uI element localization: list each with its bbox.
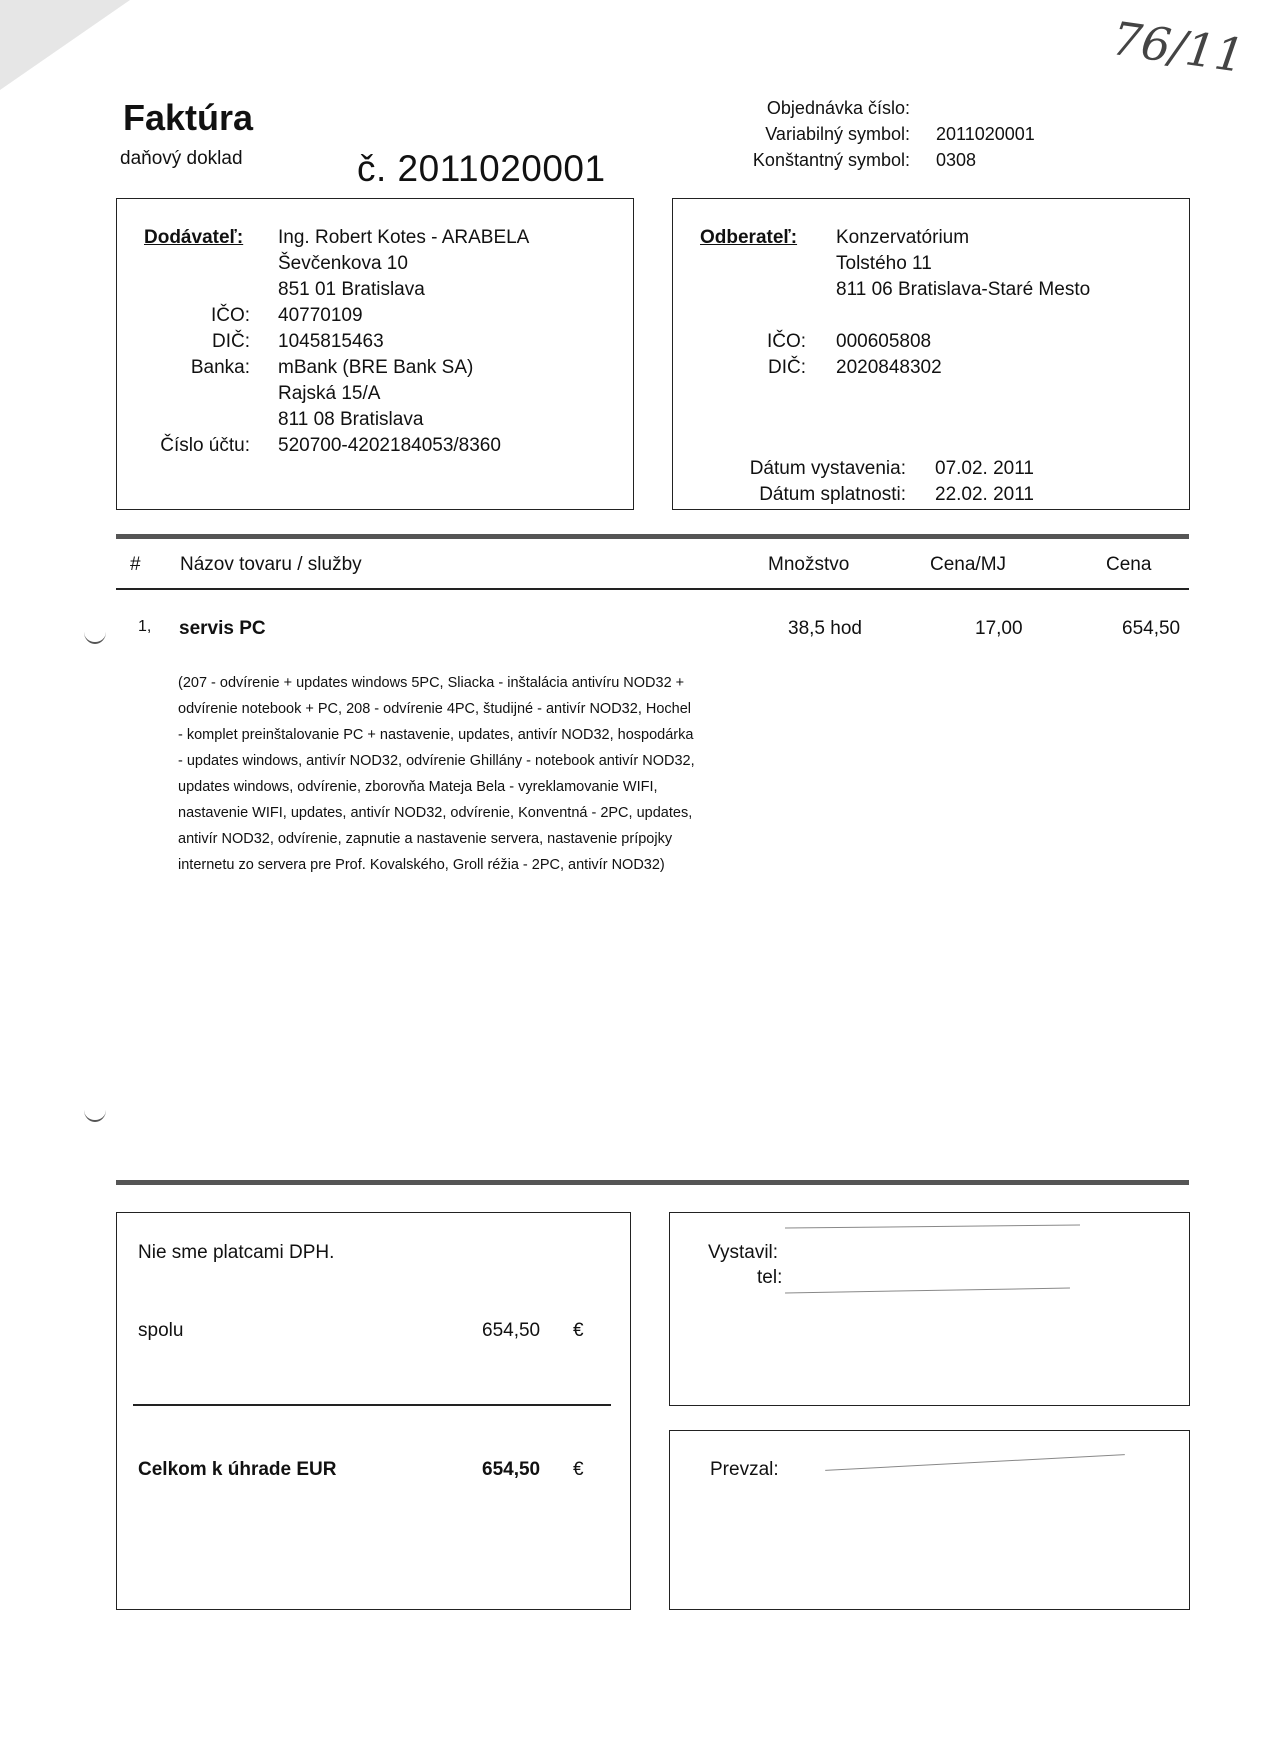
supplier-city: 851 01 Bratislava — [278, 279, 425, 300]
supplier-name: Ing. Robert Kotes - ARABELA — [278, 227, 530, 248]
punch-hole-mark — [84, 1098, 106, 1122]
received-box — [669, 1430, 1190, 1610]
page-corner-shadow — [0, 0, 130, 90]
table-bottom-bar — [116, 1180, 1189, 1185]
row-unit-price: 17,00 — [975, 618, 1023, 639]
invoice-number: č. 2011020001 — [357, 148, 606, 189]
row-number: 1, — [138, 618, 152, 635]
total-label: Celkom k úhrade EUR — [138, 1459, 337, 1480]
supplier-account: 520700-4202184053/8360 — [278, 435, 501, 456]
page-title: Faktúra — [123, 97, 254, 138]
col-header-qty: Množstvo — [768, 554, 850, 575]
supplier-label: Dodávateľ: — [144, 227, 244, 248]
handwritten-mark: 76/11 — [1109, 11, 1249, 83]
supplier-street: Ševčenkova 10 — [278, 253, 408, 274]
row-price: 654,50 — [1122, 618, 1181, 639]
totals-divider — [133, 1404, 611, 1406]
supplier-bank-label: Banka: — [190, 357, 250, 378]
supplier-bank-city: 811 08 Bratislava — [278, 409, 424, 430]
customer-street: Tolstého 11 — [836, 253, 932, 274]
col-header-name: Názov tovaru / služby — [180, 554, 362, 575]
col-header-unit-price: Cena/MJ — [930, 554, 1007, 575]
supplier-ico-label: IČO: — [210, 305, 250, 326]
customer-ico-label: IČO: — [766, 331, 806, 352]
supplier-bank-name: mBank (BRE Bank SA) — [278, 357, 474, 378]
supplier-ico: 40770109 — [278, 305, 363, 326]
total-value: 654,50 — [482, 1459, 541, 1480]
constant-symbol-label: Konštantný symbol: — [752, 150, 910, 170]
col-header-num: # — [130, 554, 141, 575]
issued-label: Vystavil: — [708, 1242, 779, 1263]
supplier-account-label: Číslo účtu: — [160, 435, 250, 456]
row-quantity: 38,5 hod — [788, 618, 862, 639]
customer-ico: 000605808 — [836, 331, 932, 352]
supplier-dic-label: DIČ: — [212, 331, 250, 352]
row-item-name: servis PC — [179, 618, 266, 639]
sum-value: 654,50 — [482, 1320, 541, 1341]
supplier-bank-street: Rajská 15/A — [278, 383, 381, 404]
order-label: Objednávka číslo: — [766, 98, 910, 118]
table-row — [0, 612, 1275, 642]
customer-dic: 2020848302 — [836, 357, 942, 378]
totals-box — [116, 1212, 631, 1610]
variable-symbol-value: 2011020001 — [936, 124, 1035, 144]
table-header-divider — [116, 588, 1189, 590]
supplier-dic: 1045815463 — [278, 331, 384, 352]
punch-hole-mark — [84, 620, 106, 644]
received-label: Prevzal: — [710, 1459, 779, 1480]
vat-note: Nie sme platcami DPH. — [138, 1242, 335, 1263]
tel-label: tel: — [757, 1267, 783, 1288]
issue-date-label: Dátum vystavenia: — [749, 458, 906, 479]
sum-label: spolu — [138, 1320, 184, 1341]
due-date-label: Dátum splatnosti: — [759, 484, 906, 505]
total-currency: € — [573, 1459, 584, 1480]
sum-currency: € — [573, 1320, 584, 1341]
customer-label: Odberateľ: — [700, 227, 798, 248]
customer-dic-label: DIČ: — [768, 357, 806, 378]
row-description: (207 - odvírenie + updates windows 5PC, Sliacka - inštalácia antivíru NOD32 + odvírenie notebook + PC, 208 - odvírenie 4PC, študijné - antivír NOD32, Hochel - komplet preinštalovanie PC + nastavenie, updates, antivír NOD32, hospodárka - updates windows, antivír NOD32, odvírenie Ghillány - notebook antivír NOD32, updates windows, odvírenie, zborovňa Mateja Bela - vyreklamovanie WIFI, nastavenie WIFI, updates, antivír NOD32, odvírenie, Konventná - 2PC, updates, antivír NOD32, odvírenie, zapnutie a nastavenie servera, nastavenie prípojky internetu zo servera pre Prof. Kovalského, Groll réžia - 2PC, antivír NOD32) — [178, 675, 695, 873]
table-top-bar — [116, 534, 1189, 539]
col-header-price: Cena — [1106, 554, 1152, 575]
issue-date: 07.02. 2011 — [935, 458, 1034, 479]
customer-city: 811 06 Bratislava-Staré Mesto — [836, 279, 1091, 300]
customer-name: Konzervatórium — [836, 227, 970, 248]
variable-symbol-label: Variabilný symbol: — [765, 124, 910, 144]
constant-symbol-value: 0308 — [936, 150, 977, 170]
due-date: 22.02. 2011 — [935, 484, 1034, 505]
page-subtitle: daňový doklad — [120, 148, 243, 169]
